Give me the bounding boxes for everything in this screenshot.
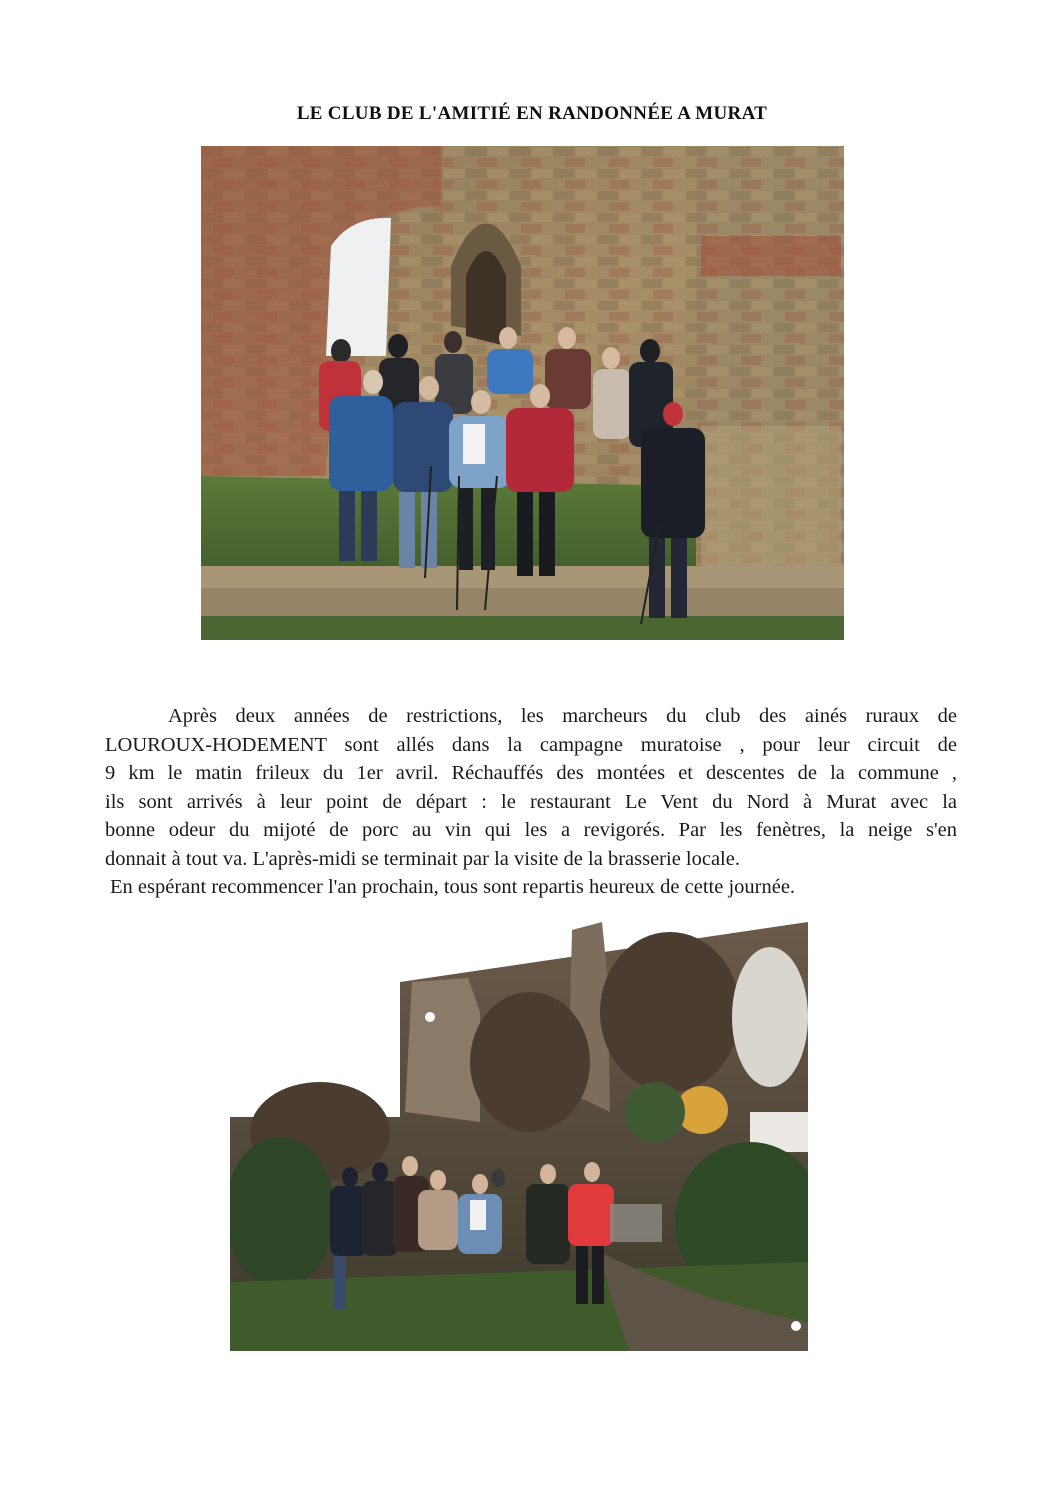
paragraph-line: Après deux années de restrictions, les marcheurs du club des ainés ruraux de — [168, 705, 957, 727]
paragraph-line: ils sont arrivés à leur point de départ : le restaurant Le Vent du Nord à Murat avec la — [105, 790, 957, 813]
castle-group-photo — [230, 922, 808, 1351]
article-paragraph — [105, 702, 957, 902]
paragraph-line: bonne odeur du mijoté de porc au vin qui les a revigorés. Par les fenètres, la neige s'en — [105, 819, 957, 841]
paragraph-line: En espérant recommencer l'an prochain, tous sont repartis heureux de cette journée. — [110, 876, 796, 898]
paragraph-line: donnait à tout va. L'après-midi se terminait par la visite de la brasserie locale. — [105, 847, 740, 870]
page-title: LE CLUB DE L'AMITIÉ EN RANDONNÉE A MURAT — [296, 103, 768, 124]
church-group-photo — [201, 146, 844, 640]
paragraph-line: 9 km le matin frileux du 1er avril. Réchauffés des montées et descentes de la commune , — [105, 762, 957, 784]
paragraph-line: LOUROUX-HODEMENT sont allés dans la campagne muratoise , pour leur circuit de — [105, 733, 957, 756]
